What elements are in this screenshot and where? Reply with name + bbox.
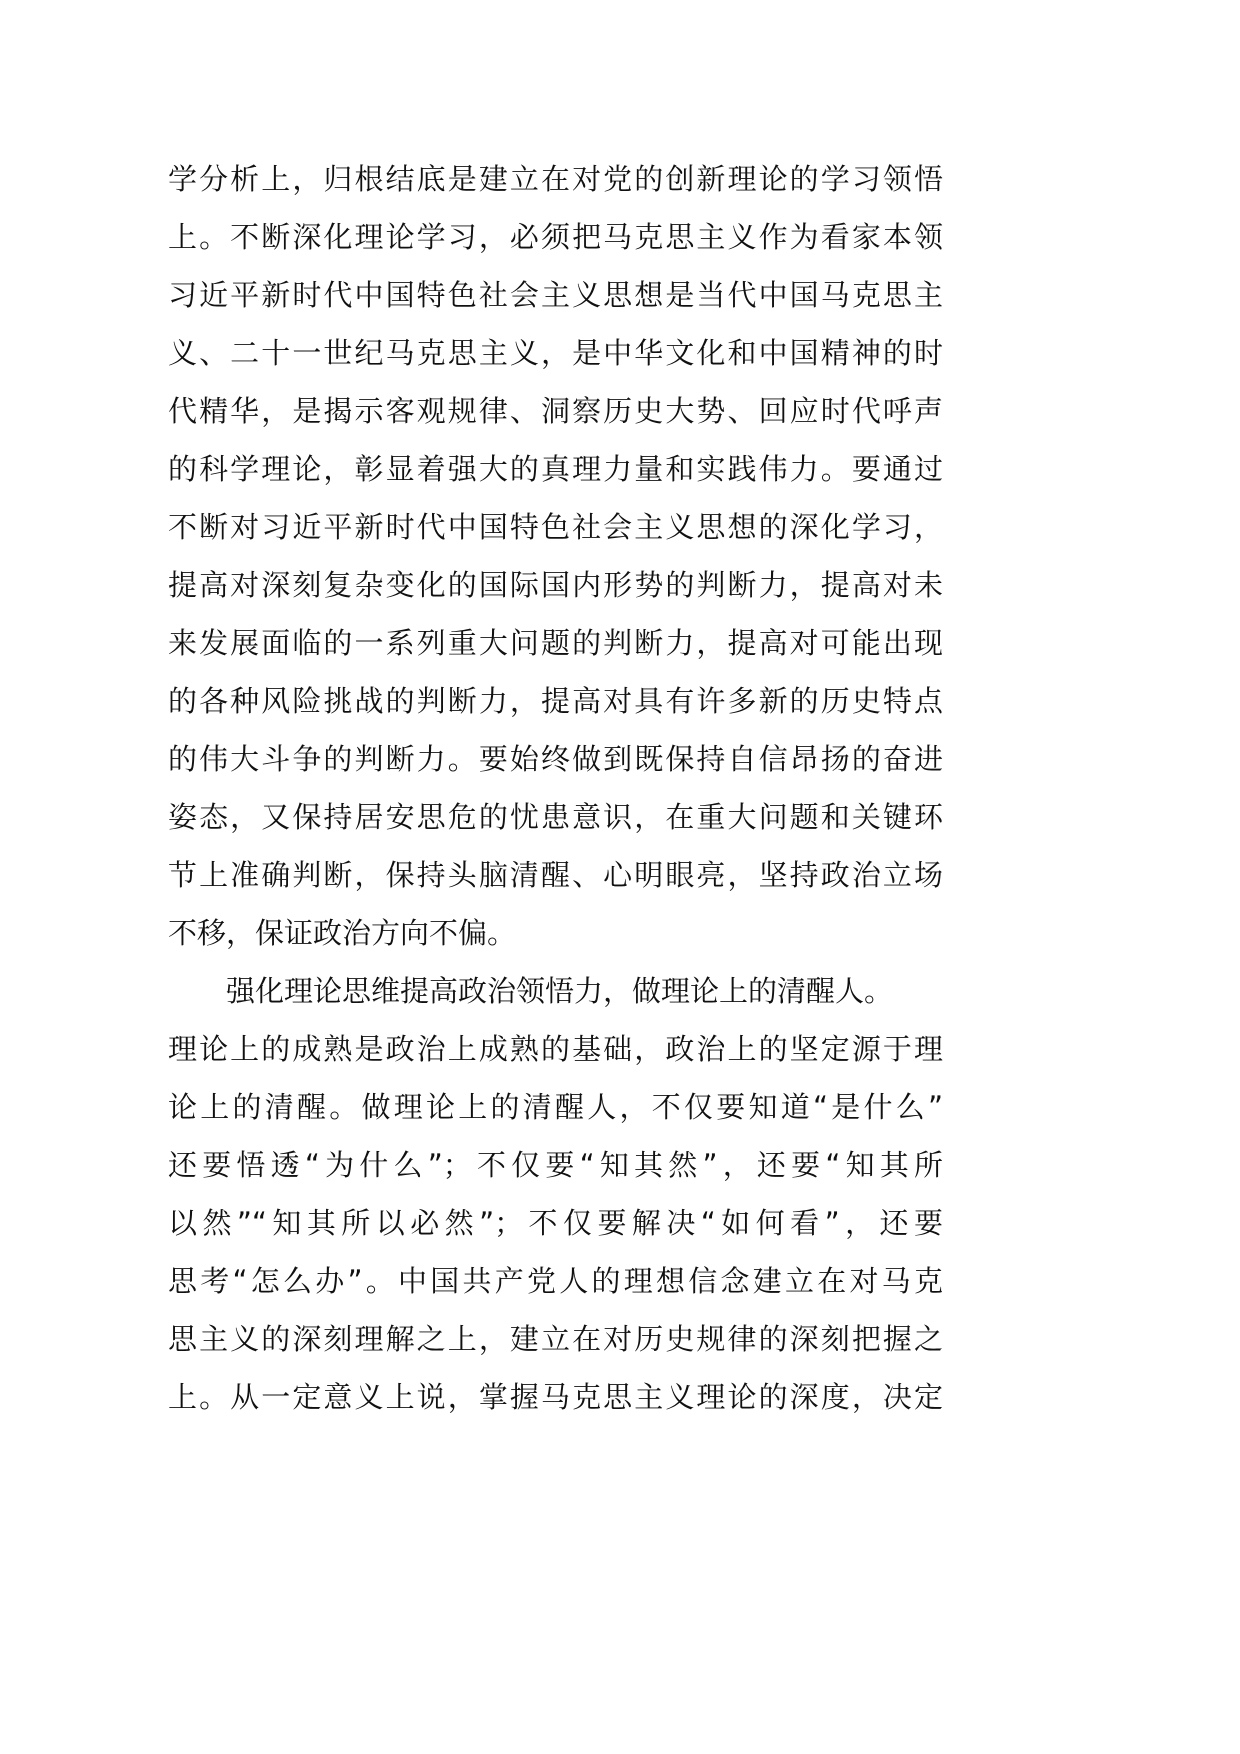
text-line: 上。不断深化理论学习，必须把马克思主义作为看家本领 [168, 220, 943, 254]
text-line: 不断对习近平新时代中国特色社会主义思想的深化学习， [168, 510, 943, 544]
text-line: 习近平新时代中国特色社会主义思想是当代中国马克思主 [168, 278, 943, 312]
paragraph-1 [168, 150, 943, 962]
paragraph-2 [168, 962, 943, 1426]
text-line: 姿态，又保持居安思危的忧患意识，在重大问题和关键环 [168, 800, 943, 834]
body-text [168, 150, 943, 1426]
text-line: 不移，保证政治方向不偏。 [168, 916, 517, 950]
text-line: 理论上的成熟是政治上成熟的基础，政治上的坚定源于理 [168, 1032, 943, 1066]
text-line: 学分析上，归根结底是建立在对党的创新理论的学习领悟 [168, 162, 943, 196]
text-line: 来发展面临的一系列重大问题的判断力，提高对可能出现 [168, 626, 943, 660]
paragraph-heading-line: 强化理论思维提高政治领悟力，做理论上的清醒人。 [226, 974, 894, 1008]
text-line: 还要悟透“为什么”；不仅要“知其然”，还要“知其所 [168, 1148, 943, 1182]
text-line: 的伟大斗争的判断力。要始终做到既保持自信昂扬的奋进 [168, 742, 943, 776]
text-line: 以然”“知其所以必然”；不仅要解决“如何看”，还要 [168, 1206, 943, 1240]
text-line: 思主义的深刻理解之上，建立在对历史规律的深刻把握之 [168, 1322, 943, 1356]
text-line: 上。从一定意义上说，掌握马克思主义理论的深度，决定 [168, 1380, 943, 1414]
text-line: 代精华，是揭示客观规律、洞察历史大势、回应时代呼声 [168, 394, 943, 428]
text-line: 思考“怎么办”。中国共产党人的理想信念建立在对马克 [168, 1264, 943, 1298]
text-line: 义、二十一世纪马克思主义，是中华文化和中国精神的时 [168, 336, 943, 370]
text-line: 的各种风险挑战的判断力，提高对具有许多新的历史特点 [168, 684, 943, 718]
text-line: 的科学理论，彰显着强大的真理力量和实践伟力。要通过 [168, 452, 943, 486]
text-line: 论上的清醒。做理论上的清醒人，不仅要知道“是什么” [168, 1090, 943, 1124]
text-line: 提高对深刻复杂变化的国际国内形势的判断力，提高对未 [168, 568, 943, 602]
text-line: 节上准确判断，保持头脑清醒、心明眼亮，坚持政治立场 [168, 858, 943, 892]
